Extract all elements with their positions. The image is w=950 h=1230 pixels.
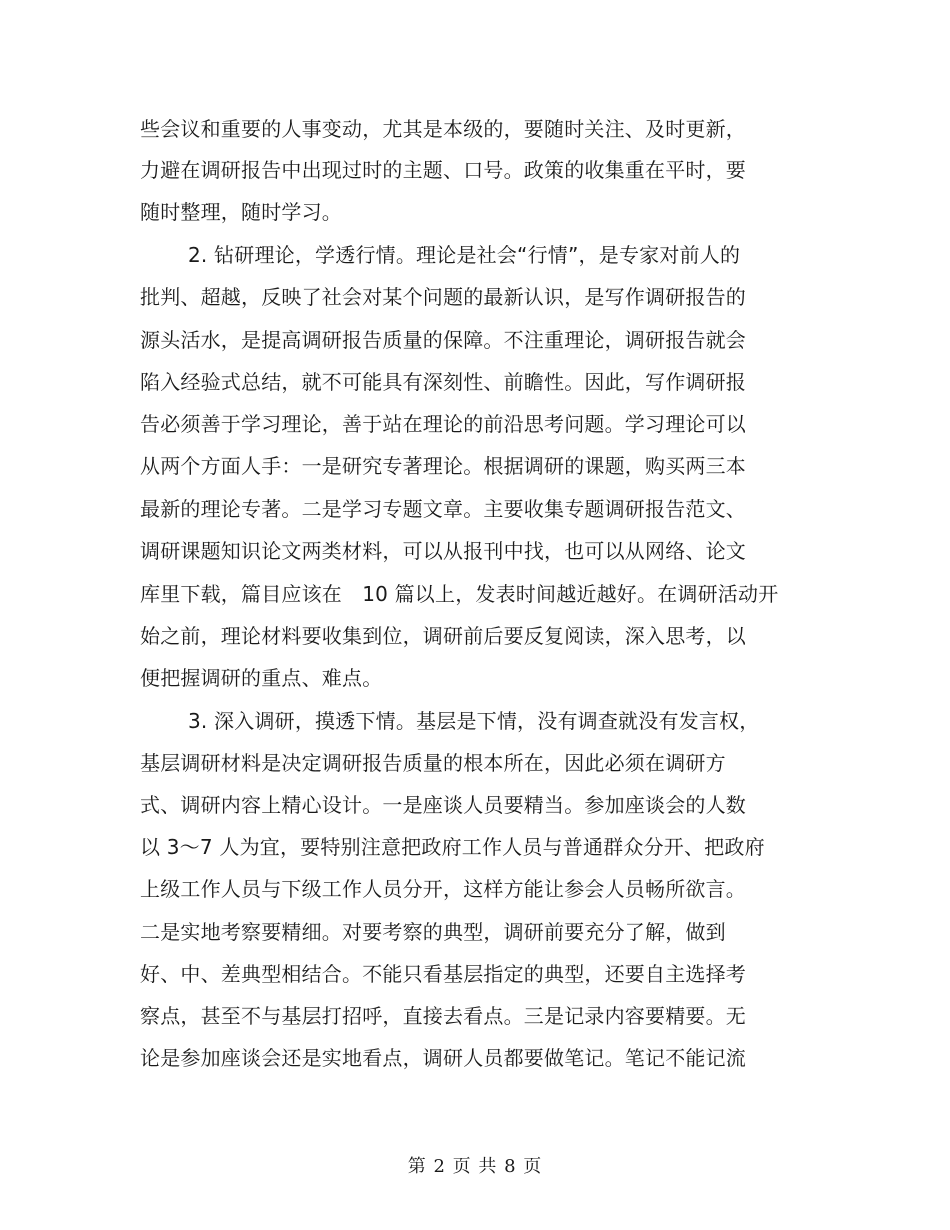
text-line: 告必须善于学习理论，善于站在理论的前沿思考问题。学习理论可以 <box>140 412 746 436</box>
text-line: 以 3～7 人为宜，要特别注意把政府工作人员与普通群众分开、把政府 <box>140 835 765 859</box>
text-line: 式、调研内容上精心设计。一是座谈人员要精当。参加座谈会的人数 <box>140 793 746 817</box>
text-line: 始之前，理论材料要收集到位，调研前后要反复阅读，深入思考，以 <box>140 624 746 648</box>
text-line: 力避在调研报告中出现过时的主题、口号。政策的收集重在平时，要 <box>140 158 746 182</box>
text-line: 陷入经验式总结，就不可能具有深刻性、前瞻性。因此，写作调研报 <box>140 370 746 394</box>
text-line: 最新的理论专著。二是学习专题文章。主要收集专题调研报告范文、 <box>140 497 746 521</box>
text-line: 库里下载，篇目应该在 10 篇以上，发表时间越近越好。在调研活动开 <box>140 582 779 606</box>
text-line: 些会议和重要的人事变动，尤其是本级的，要随时关注、及时更新， <box>140 117 746 141</box>
text-line: 随时整理，随时学习。 <box>140 200 342 224</box>
text-line: 源头活水，是提高调研报告质量的保障。不注重理论，调研报告就会 <box>140 328 746 352</box>
text-line: 基层调研材料是决定调研报告质量的根本所在，因此必须在调研方 <box>140 751 726 775</box>
text-line: 察点，甚至不与基层打招呼，直接去看点。三是记录内容要精要。无 <box>140 1004 746 1028</box>
text-line: 调研课题知识论文两类材料，可以从报刊中找，也可以从网络、论文 <box>140 539 746 563</box>
text-line: 便把握调研的重点、难点。 <box>140 666 383 690</box>
page-number-footer: 第 2 页 共 8 页 <box>407 1156 543 1177</box>
paragraph-start-line: 3. 深入调研，摸透下情。基层是下情，没有调查就没有发言权， <box>188 709 760 733</box>
text-line: 上级工作人员与下级工作人员分开，这样方能让参会人员畅所欲言。 <box>140 877 746 901</box>
text-line: 好、中、差典型相结合。不能只看基层指定的典型，还要自主选择考 <box>140 962 746 986</box>
text-line: 批判、超越，反映了社会对某个问题的最新认识，是写作调研报告的 <box>140 285 746 309</box>
text-line: 二是实地考察要精细。对要考察的典型，调研前要充分了解，做到 <box>140 920 726 944</box>
text-line: 论是参加座谈会还是实地看点，调研人员都要做笔记。笔记不能记流 <box>140 1046 746 1070</box>
text-line: 从两个方面人手：一是研究专著理论。根据调研的课题，购买两三本 <box>140 454 746 478</box>
paragraph-start-line: 2. 钻研理论，学透行情。理论是社会“行情”，是专家对前人的 <box>188 243 741 267</box>
